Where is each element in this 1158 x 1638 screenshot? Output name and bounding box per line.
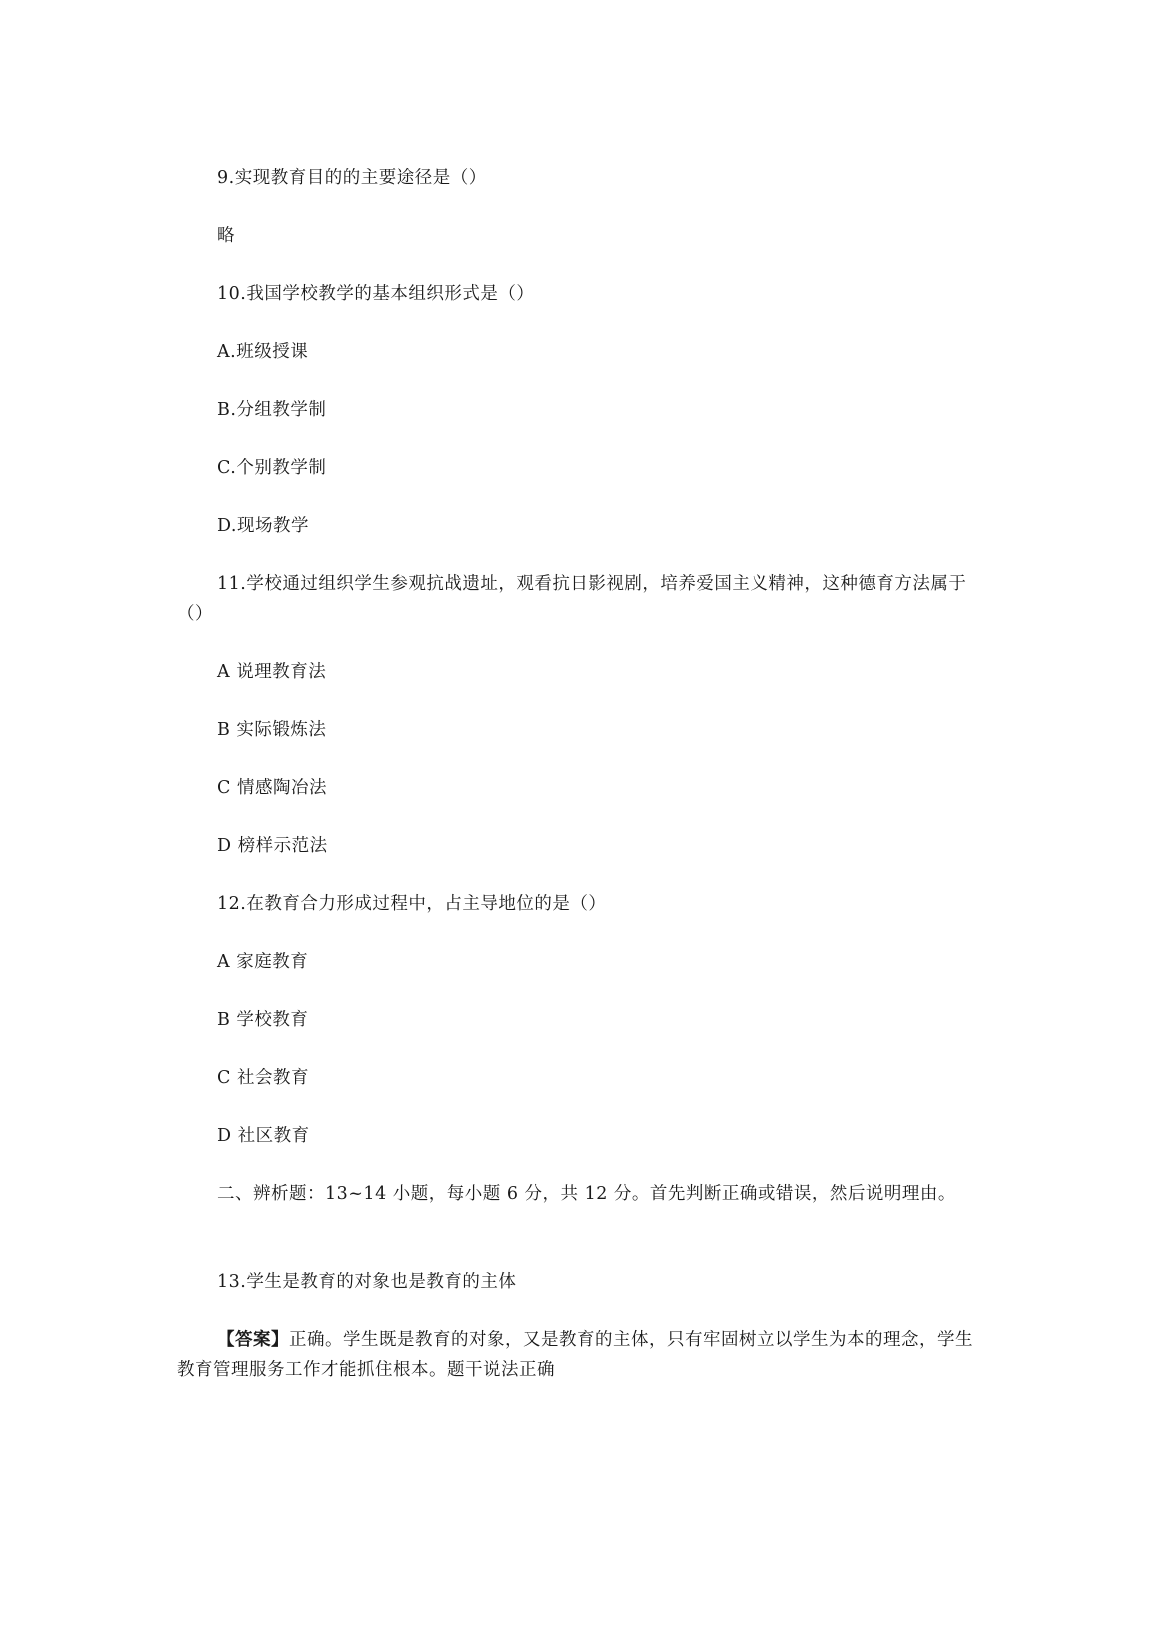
- question-13-answer: [177, 1325, 977, 1385]
- answer-text: 正确。学生既是教育的对象，又是教育的主体，只有牢固树立以学生为本的理念，学生教育管理服务工作才能抓住根本。题干说法正确: [177, 1330, 973, 1380]
- question-10-option-b: B.分组教学制: [217, 400, 327, 420]
- question-11-option-c: C 情感陶冶法: [217, 778, 327, 798]
- question-12-option-b: B 学校教育: [217, 1010, 309, 1030]
- question-11-option-d: D 榜样示范法: [217, 836, 328, 856]
- question-11-option-b: B 实际锻炼法: [217, 720, 327, 740]
- answer-label: 【答案】: [217, 1330, 289, 1350]
- question-10-option-c: C.个别教学制: [217, 458, 327, 478]
- question-12-option-d: D 社区教育: [217, 1126, 310, 1146]
- question-12-option-a: A 家庭教育: [217, 952, 309, 972]
- question-10-option-d: D.现场教学: [217, 516, 309, 536]
- question-10-option-a: A.班级授课: [217, 342, 309, 362]
- question-9-answer: 略: [217, 226, 235, 246]
- section-2-heading: 二、辨析题：13~14 小题，每小题 6 分，共 12 分。首先判断正确或错误，然后说明理由。: [217, 1184, 956, 1204]
- question-12: 12.在教育合力形成过程中，占主导地位的是（）: [217, 894, 607, 914]
- question-11: 11.学校通过组织学生参观抗战遗址，观看抗日影视剧，培养爱国主义精神，这种德育方法属于（）: [177, 574, 967, 624]
- question-9: 9.实现教育目的的主要途径是（）: [217, 168, 487, 188]
- question-12-option-c: C 社会教育: [217, 1068, 309, 1088]
- question-10: 10.我国学校教学的基本组织形式是（）: [217, 284, 535, 304]
- question-11-option-a: A 说理教育法: [217, 662, 327, 682]
- question-13: 13.学生是教育的对象也是教育的主体: [217, 1272, 517, 1292]
